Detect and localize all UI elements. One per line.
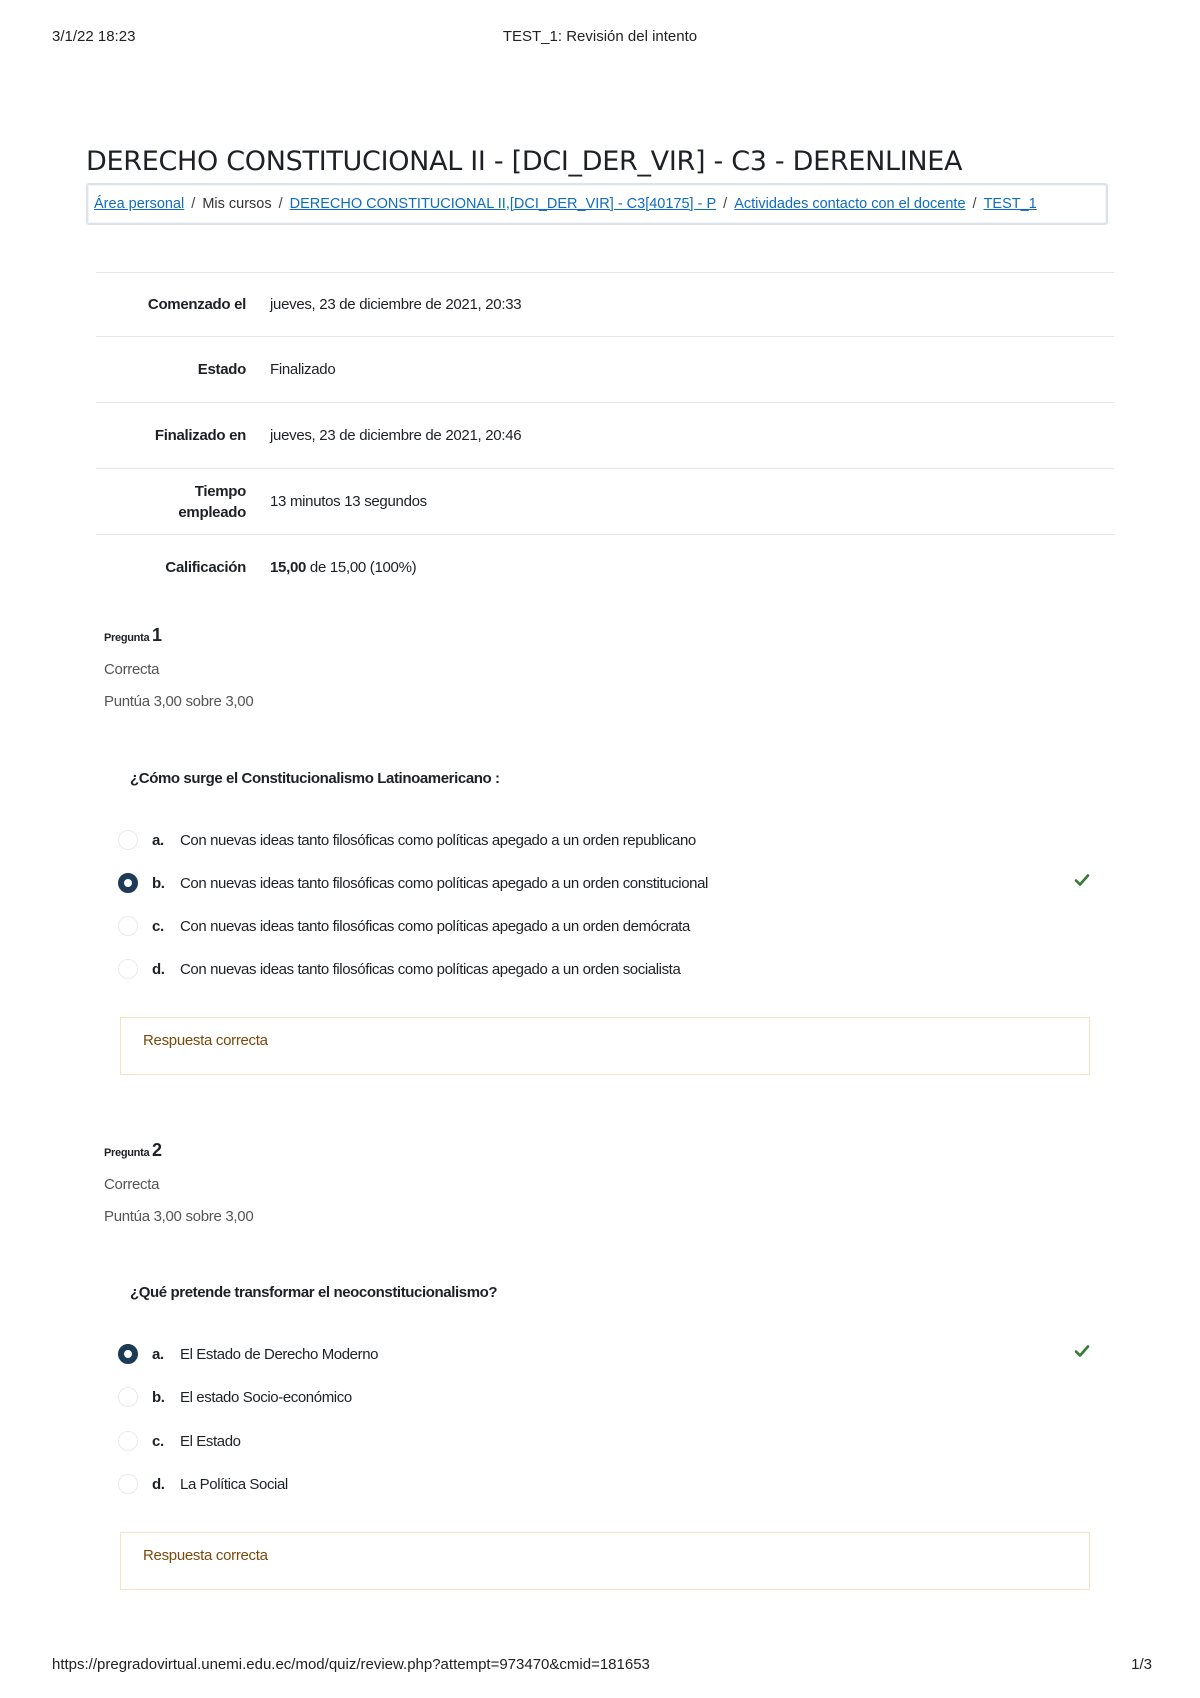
feedback-box (120, 1532, 1090, 1590)
answer-letter: d. (152, 960, 165, 978)
summary-value (266, 535, 1114, 601)
answer-text: Con nuevas ideas tanto filosóficas como políticas apegado a un orden socialista (180, 960, 681, 978)
radio-button[interactable] (118, 959, 138, 979)
summary-time-label: Tiempo empleado (178, 482, 246, 521)
answer-option[interactable] (118, 1337, 1098, 1371)
radio-button[interactable] (118, 1431, 138, 1451)
breadcrumb-quiz[interactable]: TEST_1 (983, 196, 1037, 212)
summary-label (96, 469, 266, 535)
answer-option[interactable] (118, 952, 1098, 986)
summary-value: Finalizado (270, 361, 336, 378)
print-page-title: TEST_1: Revisión del intento (502, 28, 698, 45)
answer-letter: b. (152, 1388, 165, 1406)
question-score: Puntúa 3,00 sobre 3,00 (104, 693, 254, 710)
page-title: DERECHO CONSTITUCIONAL II - [DCI_DER_VIR] - C3 - DERENLINEA (86, 146, 963, 177)
answer-text: La Política Social (180, 1475, 288, 1493)
answer-text: El Estado (180, 1432, 241, 1450)
summary-row-grade (96, 535, 1114, 601)
answer-option[interactable] (118, 866, 1098, 900)
answer-letter: d. (152, 1475, 165, 1493)
radio-button-selected[interactable] (118, 1344, 138, 1364)
check-icon (1074, 1343, 1090, 1359)
radio-button[interactable] (118, 1387, 138, 1407)
answer-text: El estado Socio-económico (180, 1388, 352, 1406)
question-number (104, 625, 253, 646)
question-label: Pregunta (104, 632, 150, 644)
breadcrumb-course[interactable]: DERECHO CONSTITUCIONAL II,[DCI_DER_VIR] - C3[40175] - P (289, 196, 717, 212)
summary-row-time (96, 469, 1114, 535)
question-number-value: 2 (152, 1140, 162, 1160)
question-status: Correcta (104, 1176, 160, 1193)
breadcrumb-area-personal[interactable]: Área personal (94, 196, 185, 212)
grade-value: 15,00 (270, 559, 307, 577)
grade-total: de 15,00 (100%) (309, 559, 417, 577)
radio-button[interactable] (118, 1474, 138, 1494)
question-number-value: 1 (152, 625, 162, 645)
breadcrumb (86, 183, 1108, 225)
breadcrumb-separator: / (278, 196, 283, 212)
summary-label: Finalizado en (154, 427, 246, 444)
summary-row-state (96, 337, 1114, 403)
question-number (104, 1140, 253, 1161)
print-url: https://pregradovirtual.unemi.edu.ec/mod/quiz/review.php?attempt=973470&cmid=181653 (52, 1656, 650, 1673)
answer-letter: b. (152, 874, 165, 892)
feedback-text: Respuesta correcta (143, 1547, 268, 1564)
answer-option[interactable] (118, 1467, 1098, 1501)
answer-text: El Estado de Derecho Moderno (180, 1345, 379, 1363)
answer-option[interactable] (118, 909, 1098, 943)
radio-button-selected[interactable] (118, 873, 138, 893)
feedback-box (120, 1017, 1090, 1075)
question-info (104, 625, 253, 725)
question-text: ¿Qué pretende transformar el neoconstitucionalismo? (130, 1284, 498, 1301)
answer-option[interactable] (118, 1380, 1098, 1414)
question-text: ¿Cómo surge el Constitucionalismo Latinoamericano : (130, 770, 500, 787)
summary-row-started (96, 273, 1114, 337)
summary-label: Comenzado el (147, 296, 246, 313)
answer-letter: a. (152, 831, 164, 849)
answer-option[interactable] (118, 823, 1098, 857)
answer-letter: c. (152, 917, 164, 935)
radio-button[interactable] (118, 830, 138, 850)
summary-label: Estado (197, 361, 246, 378)
answer-text: Con nuevas ideas tanto filosóficas como políticas apegado a un orden constitucional (180, 874, 708, 892)
breadcrumb-separator: / (723, 196, 728, 212)
print-page-number: 1/3 (1131, 1656, 1152, 1673)
answer-text: Con nuevas ideas tanto filosóficas como políticas apegado a un orden demócrata (180, 917, 690, 935)
breadcrumb-separator: / (972, 196, 977, 212)
breadcrumb-mis-cursos: Mis cursos (202, 196, 272, 212)
breadcrumb-separator: / (191, 196, 196, 212)
question-info (104, 1140, 253, 1240)
question-score: Puntúa 3,00 sobre 3,00 (104, 1208, 254, 1225)
answer-text: Con nuevas ideas tanto filosóficas como políticas apegado a un orden republicano (180, 831, 696, 849)
summary-value: 13 minutos 13 segundos (270, 493, 427, 510)
feedback-text: Respuesta correcta (143, 1032, 268, 1049)
summary-value: jueves, 23 de diciembre de 2021, 20:46 (270, 427, 522, 444)
attempt-summary-table (96, 272, 1114, 601)
summary-row-finished (96, 403, 1114, 469)
question-status: Correcta (104, 661, 160, 678)
summary-value: jueves, 23 de diciembre de 2021, 20:33 (270, 296, 522, 313)
print-datetime: 3/1/22 18:23 (52, 28, 136, 45)
answer-option[interactable] (118, 1424, 1098, 1458)
summary-label: Calificación (165, 559, 246, 577)
answer-letter: a. (152, 1345, 164, 1363)
breadcrumb-section[interactable]: Actividades contacto con el docente (734, 196, 966, 212)
radio-button[interactable] (118, 916, 138, 936)
answer-letter: c. (152, 1432, 164, 1450)
question-label: Pregunta (104, 1147, 150, 1159)
check-icon (1074, 872, 1090, 888)
